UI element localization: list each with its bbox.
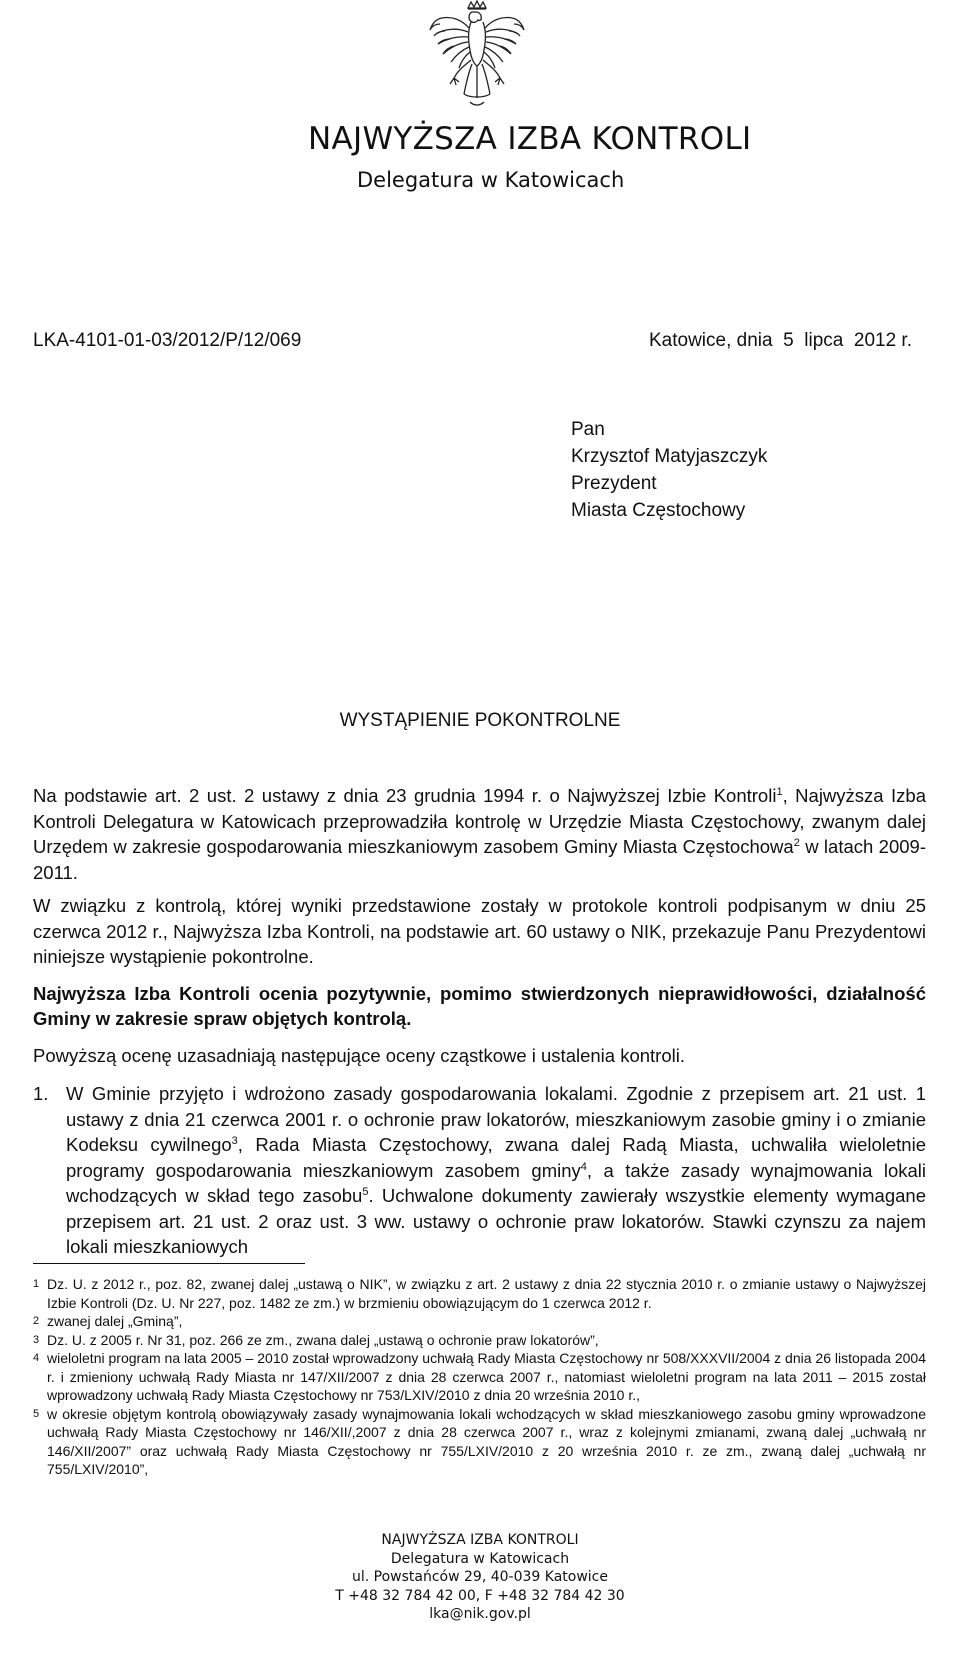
footnote-number: 4 — [33, 1352, 40, 1364]
footnote-separator — [33, 1263, 305, 1264]
footnote-ref: 3 — [231, 1134, 238, 1147]
footnote-text: Dz. U. z 2012 r., poz. 82, zwanej dalej „ustawą o NIK”, w związku z art. 2 ustawy z dnia 22 stycznia 2010 r. o zmianie ustawy o Najwyższej Izbie Kontroli (Dz. U. Nr 227, poz. 1482 ze zm.) w brzmieniu obowiązującym do 1 czerwca 2012 r. — [47, 1276, 926, 1311]
footnote — [33, 1405, 926, 1479]
footnote-text: zwanej dalej „Gminą”, — [47, 1313, 183, 1329]
footer-org-name: NAJWYŻSZA IZBA KONTROLI — [381, 1532, 579, 1548]
paragraph-protocol: W związku z kontrolą, której wyniki przedstawione zostały w protokole kontroli podpisanym w dniu 25 czerwca 2012 r., Najwyższa Izba Kontroli, na podstawie art. 60 ustawy o NIK, przekazuje Panu Prezydentowi niniejsze wystąpienie pokontrolne. — [33, 895, 926, 967]
list-text — [66, 1081, 926, 1260]
page-footer — [0, 1531, 960, 1624]
addressee-name: Krzysztof Matyjaszczyk — [571, 446, 768, 467]
footnote-number: 2 — [33, 1315, 40, 1327]
footnote-text: Dz. U. z 2005 r. Nr 31, poz. 266 ze zm., zwana dalej „ustawą o ochronie praw lokatorów”, — [47, 1331, 599, 1348]
footnote-ref: 5 — [362, 1185, 369, 1198]
footnote — [33, 1349, 926, 1405]
footnote-number: 3 — [33, 1333, 40, 1346]
delegation-name: Delegatura w Katowicach — [357, 168, 625, 192]
list-item — [33, 1081, 926, 1260]
list-text-part: , a także zasady wynajmowania lokali wchodzących w skład tego zasobu — [66, 1159, 926, 1206]
footnote — [33, 1331, 926, 1350]
place-date: Katowice, dnia 5 lipca 2012 r. — [649, 330, 912, 351]
footer-address: ul. Powstańców 29, 40-039 Katowice — [352, 1569, 608, 1585]
organization-name: NAJWYŻSZA IZBA KONTROLI — [308, 121, 752, 157]
footnote — [33, 1312, 926, 1331]
document-title: WYSTĄPIENIE POKONTROLNE — [339, 710, 621, 731]
footnote-text: wieloletni program na lata 2005 – 2010 został wprowadzony uchwałą Rady Miasta Częstochowy nr 508/XXXVII/2004 z dnia 26 listopada 2004 r. i zmieniony uchwałą Rady Miasta nr 147/XII/2007 z dnia 28 czerwca 2007 r., natomiast wieloletni program na lata 2011 – 2015 został wprowadzony uchwałą Rady Miasta Częstochowy nr 753/LXIV/2010 z dnia 20 września 2010 r., — [47, 1350, 926, 1403]
footer-delegation: Delegatura w Katowicach — [390, 1550, 570, 1567]
paragraph-text: , Najwyższa Izba Kontroli Delegatura w Katowicach przeprowadziła kontrolę w Urzędzie Miasta Częstochowy, zwanym dalej Urzędem w zakresie gospodarowania mieszkaniowym zasobem Gminy Miasta Częstochowa — [33, 785, 926, 857]
footnote-ref: 2 — [793, 836, 800, 849]
addressee-block — [571, 416, 767, 524]
footnote-text: w okresie objętym kontrolą obowiązywały zasady wynajmowania lokali wchodzących w skład mieszkaniowego zasobu gminy wprowadzone uchwałą Rady Miasta Częstochowy nr 146/XII/,2007 z dnia 28 czerwca 2007 r., wraz z kolejnymi zmianami, zwaną dalej „uchwałą nr 146/XII/2007” oraz uchwałą Rady Miasta Częstochowy nr 755/LXIV/2010 z 20 września 2010 r. ze zm., zwaną dalej „uchwałą nr 755/LXIV/2010”, — [47, 1405, 926, 1477]
polish-eagle-emblem-icon — [424, 0, 530, 112]
addressee-position: Prezydent — [571, 473, 657, 494]
reference-number: LKA-4101-01-03/2012/P/12/069 — [33, 330, 302, 351]
footnote-number: 1 — [33, 1278, 40, 1290]
list-text-part: W Gminie przyjęto i wdrożono zasady gospodarowania lokalami. Zgodnie z przepisem art. 21 ust. 1 ustawy z dnia 21 czerwca 2001 r. o ochronie praw lokatorów, mieszkaniowym zasobie gminy i o zmianie Kodeksu cywilnego — [66, 1083, 926, 1155]
footnote-ref: 1 — [776, 785, 783, 798]
paragraph-assessment: Najwyższa Izba Kontroli ocenia pozytywnie, pomimo stwierdzonych nieprawidłowości, działalność Gminy w zakresie spraw objętych kontrolą. — [33, 982, 926, 1029]
footnote-number: 5 — [33, 1407, 40, 1420]
footnotes — [33, 1275, 926, 1479]
footer-email: lka@nik.gov.pl — [429, 1606, 531, 1622]
paragraph-text: w latach 2009-2011. — [33, 836, 926, 883]
addressee-salutation: Pan — [571, 419, 605, 440]
list-text-part: , Rada Miasta Częstochowy, zwana dalej Radą Miasta, uchwaliła wieloletnie programy gospodarowania mieszkaniowym zasobem gminy — [66, 1134, 926, 1181]
list-number: 1. — [33, 1083, 49, 1104]
footnote-ref: 4 — [580, 1160, 587, 1173]
list-text-part: . Uchwalone dokumenty zawierały wszystkie elementy wymagane przepisem art. 21 ust. 2 oraz ust. 3 ww. ustawy o ochronie praw lokatorów. Stawki czynszu za najem lokali mieszkaniowych — [66, 1185, 926, 1257]
paragraph-text: Na podstawie art. 2 ust. 2 ustawy z dnia 23 grudnia 1994 r. o Najwyższej Izbie Kontroli — [33, 785, 777, 806]
addressee-institution: Miasta Częstochowy — [571, 500, 746, 521]
document-body — [33, 783, 926, 1260]
paragraph-justification: Powyższą ocenę uzasadniają następujące oceny cząstkowe i ustalenia kontroli. — [33, 1044, 685, 1066]
paragraph-legal-basis — [33, 783, 926, 885]
footnote — [33, 1275, 926, 1312]
footer-phone-fax: T +48 32 784 42 00, F +48 32 784 42 30 — [335, 1587, 625, 1604]
